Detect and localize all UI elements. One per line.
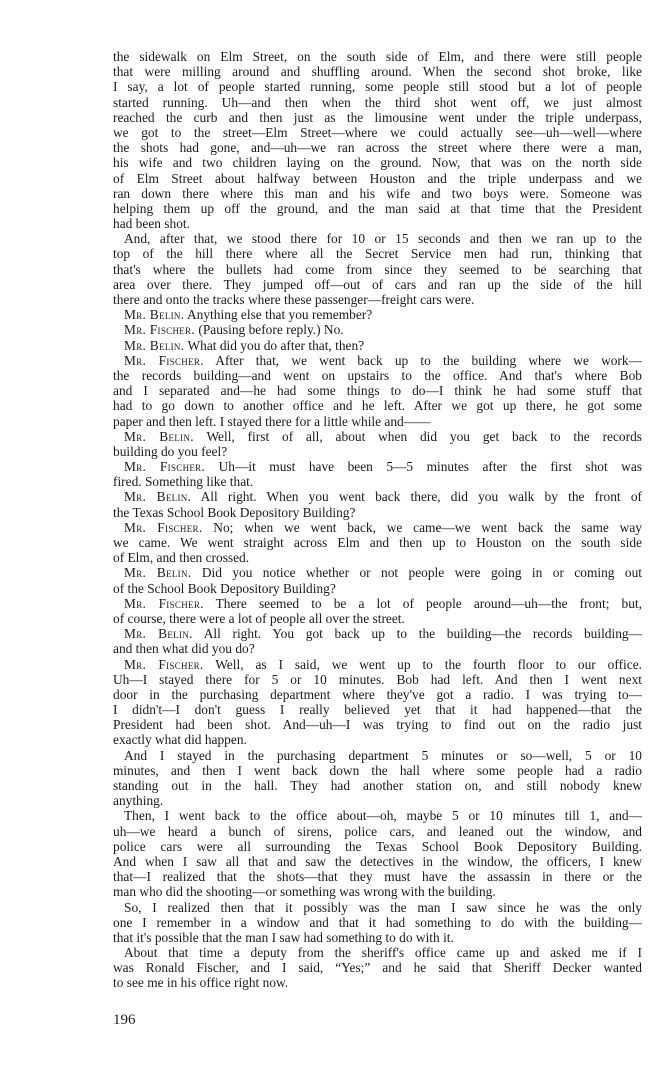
text-line: his wife and two children laying on the ground. Now, that was on the north side xyxy=(113,155,642,171)
text-line: Mr. Fischer. There seemed to be a lot of people around—uh—the front; but, xyxy=(124,595,642,611)
text-line: the Texas School Book Depository Building? xyxy=(113,504,356,520)
text-line: that's where the bullets had come from since they seemed to be searching that xyxy=(113,261,642,277)
text-line: About that time a deputy from the sheriff's office came up and asked me if I xyxy=(124,945,642,961)
narrative-paragraph xyxy=(113,748,642,809)
text-line: paper and then left. I stayed there for a little while and—— xyxy=(113,413,431,429)
text-line: the records building—and went on upstairs to the office. And that's where Bob xyxy=(113,367,642,383)
text-line: area over there. They jumped off—out of cars and ran up the side of the hill xyxy=(113,276,642,292)
narrative-paragraph xyxy=(113,808,642,899)
text-line: and I separated and—he had some things to do—I think he had some stuff that xyxy=(113,383,642,399)
text-line: that were milling around and shuffling around. When the second shot broke, like xyxy=(113,64,642,80)
text-line: that it's possible that the man I saw had something to do with it. xyxy=(113,929,454,945)
text-line: had been shot. xyxy=(113,216,190,232)
text-line: And, after that, we stood there for 10 or 15 seconds and then we ran up to the xyxy=(124,231,642,247)
testimony-paragraph xyxy=(113,429,642,459)
text-line: Mr. Belin. What did you do after that, then? xyxy=(124,337,365,353)
narrative-paragraph xyxy=(113,900,642,946)
document-body xyxy=(113,49,642,991)
page-number: 196 xyxy=(113,1012,136,1028)
narrative-paragraph xyxy=(113,231,642,307)
text-line: helping them up off the ground, and the man said at that time that the President xyxy=(113,200,642,216)
text-line: one I remember in a window and that it had something to do with the building— xyxy=(113,914,642,930)
testimony-paragraph xyxy=(113,565,642,595)
testimony-paragraph xyxy=(113,596,642,626)
speaker-name: Mr. Fischer. xyxy=(124,352,204,368)
text-line: ran down there where this man and his wife and two boys were. Someone was xyxy=(113,185,642,201)
speaker-name: Mr. Fischer. xyxy=(124,595,204,611)
speaker-name: Mr. Fischer. xyxy=(124,656,204,672)
text-line: had to go down to another office and he left. After we got up there, he got some xyxy=(113,398,642,414)
text-line: Mr. Belin. All right. You got back up to the building—the records building— xyxy=(124,626,642,642)
speaker-name: Mr. Belin. xyxy=(124,626,193,642)
text-line: Mr. Fischer. (Pausing before reply.) No. xyxy=(124,322,344,338)
testimony-paragraph xyxy=(113,353,642,429)
text-line: of course, there were a lot of people all over the street. xyxy=(113,610,405,626)
speaker-name: Mr. Belin. xyxy=(124,307,185,323)
text-line: man who did the shooting—or something was wrong with the building. xyxy=(113,884,496,900)
speaker-name: Mr. Fischer. xyxy=(124,459,206,475)
testimony-paragraph xyxy=(113,489,642,519)
text-line: Mr. Belin. Anything else that you remember? xyxy=(124,307,373,323)
text-line: And when I saw all that and saw the detectives in the window, the officers, I knew xyxy=(113,853,642,869)
text-line: Mr. Belin. All right. When you went back there, did you walk by the front of xyxy=(124,489,642,505)
speaker-name: Mr. Belin. xyxy=(124,565,192,581)
text-line: Mr. Fischer. No; when we went back, we came—we went back the same way xyxy=(124,519,642,535)
text-line: I say, a lot of people started running, some people still stood but a lot of people xyxy=(113,79,642,95)
text-line: fired. Something like that. xyxy=(113,474,254,490)
text-line: and then what did you do? xyxy=(113,641,255,657)
text-line: top of the hill there where all the Secret Service men had run, thinking that xyxy=(113,246,642,262)
testimony-paragraph xyxy=(113,307,642,322)
text-line: was Ronald Fischer, and I said, “Yes;” and he said that Sheriff Decker wanted xyxy=(113,960,642,976)
text-line: started running. Uh—and then when the third shot went off, we just almost xyxy=(113,94,642,110)
testimony-paragraph xyxy=(113,626,642,656)
text-line: building do you feel? xyxy=(113,443,228,459)
text-line: Then, I went back to the office about—oh, maybe 5 or 10 minutes till 1, and— xyxy=(124,808,642,824)
text-line: Mr. Fischer. After that, we went back up to the building where we work— xyxy=(124,352,642,368)
text-line: Uh—I stayed there for 5 or 10 minutes. Bob had left. And then I went next xyxy=(113,671,642,687)
text-line: that—I realized that the shots—that they must have the assassin in there or the xyxy=(113,869,642,885)
text-line: uh—we heard a bunch of sirens, police cars, and leaned out the window, and xyxy=(113,823,642,839)
text-line: President had been shot. And—uh—I was trying to find out on the radio just xyxy=(113,717,642,733)
testimony-paragraph xyxy=(113,459,642,489)
text-line: of Elm Street about halfway between Houston and the triple underpass and we xyxy=(113,170,642,186)
text-line: there and onto the tracks where these passenger—freight cars were. xyxy=(113,292,475,307)
text-line: Mr. Belin. Well, first of all, about when did you get back to the records xyxy=(124,428,642,444)
text-line: of Elm, and then crossed. xyxy=(113,550,250,566)
testimony-paragraph xyxy=(113,338,642,353)
text-line: So, I realized then that it possibly was the man I saw since he was the only xyxy=(124,899,642,915)
testimony-paragraph xyxy=(113,520,642,566)
speaker-name: Mr. Fischer. xyxy=(124,322,196,338)
text-line: police cars were all surrounding the Texas School Book Depository Building. xyxy=(113,838,642,854)
text-line: the sidewalk on Elm Street, on the south side of Elm, and there were still people xyxy=(113,49,642,64)
speaker-name: Mr. Belin. xyxy=(124,428,194,444)
text-line: Mr. Fischer. Well, as I said, we went up to the fourth floor to our office. xyxy=(124,656,643,672)
text-line: of the School Book Depository Building? xyxy=(113,580,336,596)
text-line: minutes, and then I went back down the hall where some people had a radio xyxy=(113,762,642,778)
speaker-name: Mr. Belin. xyxy=(124,337,185,353)
testimony-paragraph xyxy=(113,322,642,337)
text-line: we got to the street—Elm Street—where we could actually see—uh—well—where xyxy=(113,124,642,140)
text-line: Mr. Fischer. Uh—it must have been 5—5 minutes after the first shot was xyxy=(124,459,642,475)
speaker-name: Mr. Belin. xyxy=(124,489,192,505)
text-line: reached the curb and then just as the limousine went under the triple underpass, xyxy=(113,109,642,125)
text-line: anything. xyxy=(113,793,164,809)
text-line: we came. We went straight across Elm and then up to Houston on the south side xyxy=(113,535,642,550)
text-line: to see me in his office right now. xyxy=(113,975,289,991)
testimony-paragraph xyxy=(113,657,642,748)
text-line: I didn't—I don't guess I really believed yet that it had happened—that the xyxy=(113,702,642,718)
text-line: the shots had gone, and—uh—we ran across the street where there were a man, xyxy=(113,140,642,156)
speaker-name: Mr. Fischer. xyxy=(124,519,203,535)
text-line: And I stayed in the purchasing department 5 minutes or so—well, 5 or 10 xyxy=(124,747,642,763)
narrative-paragraph xyxy=(113,49,642,231)
text-line: standing out in the hall. They had another station on, and still nobody knew xyxy=(113,778,642,793)
text-line: door in the purchasing department where they've got a radio. I was trying to— xyxy=(113,686,642,702)
text-line: Mr. Belin. Did you notice whether or not people were going in or coming out xyxy=(124,565,642,581)
text-line: exactly what did happen. xyxy=(113,732,247,748)
narrative-paragraph xyxy=(113,945,642,991)
